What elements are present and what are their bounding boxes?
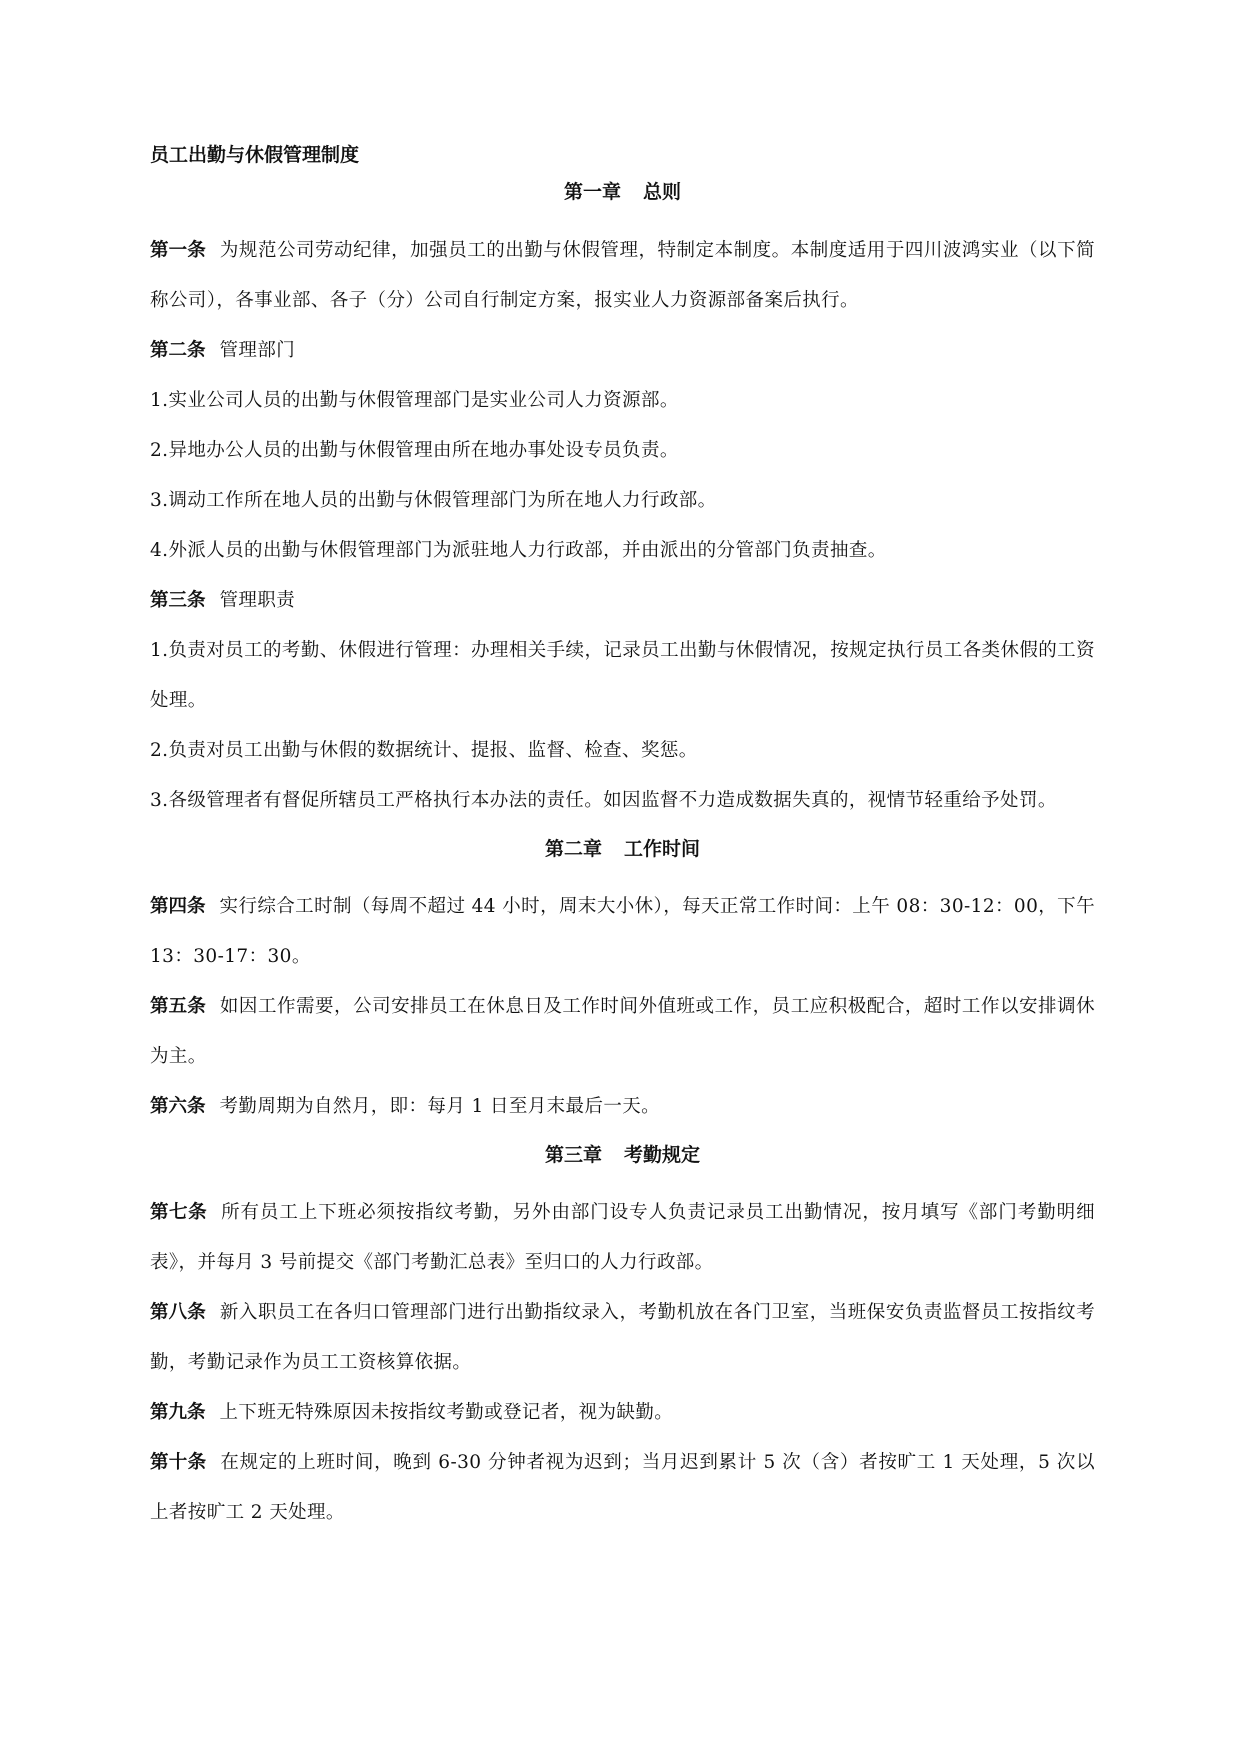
article-label: 第六条 xyxy=(150,1096,206,1117)
chapter-name: 工作时间 xyxy=(624,838,701,860)
list-item: 1.实业公司人员的出勤与休假管理部门是实业公司人力资源部。 xyxy=(150,390,679,411)
list-item: 4.外派人员的出勤与休假管理部门为派驻地人力行政部，并由派出的分管部门负责抽查。 xyxy=(150,540,887,561)
chapter-label: 第一章 xyxy=(563,181,621,203)
article-4 xyxy=(150,882,1095,982)
article-text: 在规定的上班时间，晚到 6-30 分钟者视为迟到；当月迟到累计 5 次（含）者按旷工 1 天处理，5 次以上者按旷工 2 天处理。 xyxy=(150,1452,1095,1523)
document-page xyxy=(150,142,1095,1538)
article-3 xyxy=(150,576,1095,626)
list-item: 3.调动工作所在地人员的出勤与休假管理部门为所在地人力行政部。 xyxy=(150,490,717,511)
chapter-name: 考勤规定 xyxy=(624,1144,701,1166)
article-1 xyxy=(150,226,1095,326)
article-8 xyxy=(150,1288,1095,1388)
article-text: 考勤周期为自然月，即：每月 1 日至月末最后一天。 xyxy=(219,1096,661,1117)
article-label: 第五条 xyxy=(150,996,206,1017)
article-2 xyxy=(150,326,1095,376)
article-label: 第一条 xyxy=(150,240,206,261)
article-label: 第九条 xyxy=(150,1402,206,1423)
article-text: 如因工作需要，公司安排员工在休息日及工作时间外值班或工作，员工应积极配合，超时工作以安排调休为主。 xyxy=(150,996,1095,1067)
document-title: 员工出勤与休假管理制度 xyxy=(150,144,360,166)
chapter-label: 第二章 xyxy=(544,838,602,860)
article-6 xyxy=(150,1082,1095,1132)
list-item: 3.各级管理者有督促所辖员工严格执行本办法的责任。如因监督不力造成数据失真的，视情节轻重给予处罚。 xyxy=(150,790,1057,811)
list-item: 2.异地办公人员的出勤与休假管理由所在地办事处设专员负责。 xyxy=(150,440,679,461)
article-label: 第四条 xyxy=(150,896,206,917)
article-text: 上下班无特殊原因未按指纹考勤或登记者，视为缺勤。 xyxy=(219,1402,674,1423)
article-text: 实行综合工时制（每周不超过 44 小时，周末大小休），每天正常工作时间：上午 08：30-12：00，下午 13：30-17：30。 xyxy=(150,896,1095,967)
article-text: 为规范公司劳动纪律，加强员工的出勤与休假管理，特制定本制度。本制度适用于四川波鸿实业（以下简称公司），各事业部、各子（分）公司自行制定方案，报实业人力资源部备案后执行。 xyxy=(150,240,1095,311)
article-5 xyxy=(150,982,1095,1082)
list-item: 1.负责对员工的考勤、休假进行管理：办理相关手续，记录员工出勤与休假情况，按规定执行员工各类休假的工资处理。 xyxy=(150,640,1095,711)
article-9 xyxy=(150,1388,1095,1438)
article-label: 第七条 xyxy=(150,1202,208,1223)
article-label: 第十条 xyxy=(150,1452,207,1473)
article-label: 第八条 xyxy=(150,1302,206,1323)
chapter-label: 第三章 xyxy=(544,1144,602,1166)
article-label: 第二条 xyxy=(150,340,206,361)
list-item: 2.负责对员工出勤与休假的数据统计、提报、监督、检查、奖惩。 xyxy=(150,740,698,761)
article-label: 第三条 xyxy=(150,590,206,611)
article-10 xyxy=(150,1438,1095,1538)
chapter-heading-1 xyxy=(150,179,1095,205)
chapter-heading-2 xyxy=(150,836,1095,862)
chapter-heading-3 xyxy=(150,1142,1095,1168)
article-text: 所有员工上下班必须按指纹考勤，另外由部门设专人负责记录员工出勤情况，按月填写《部门考勤明细表》，并每月 3 号前提交《部门考勤汇总表》至归口的人力行政部。 xyxy=(150,1202,1095,1273)
article-text: 管理部门 xyxy=(219,340,296,361)
article-text: 管理职责 xyxy=(219,590,296,611)
article-text: 新入职员工在各归口管理部门进行出勤指纹录入，考勤机放在各门卫室，当班保安负责监督员工按指纹考勤，考勤记录作为员工工资核算依据。 xyxy=(150,1302,1095,1373)
article-7 xyxy=(150,1188,1095,1288)
chapter-name: 总则 xyxy=(643,181,682,203)
